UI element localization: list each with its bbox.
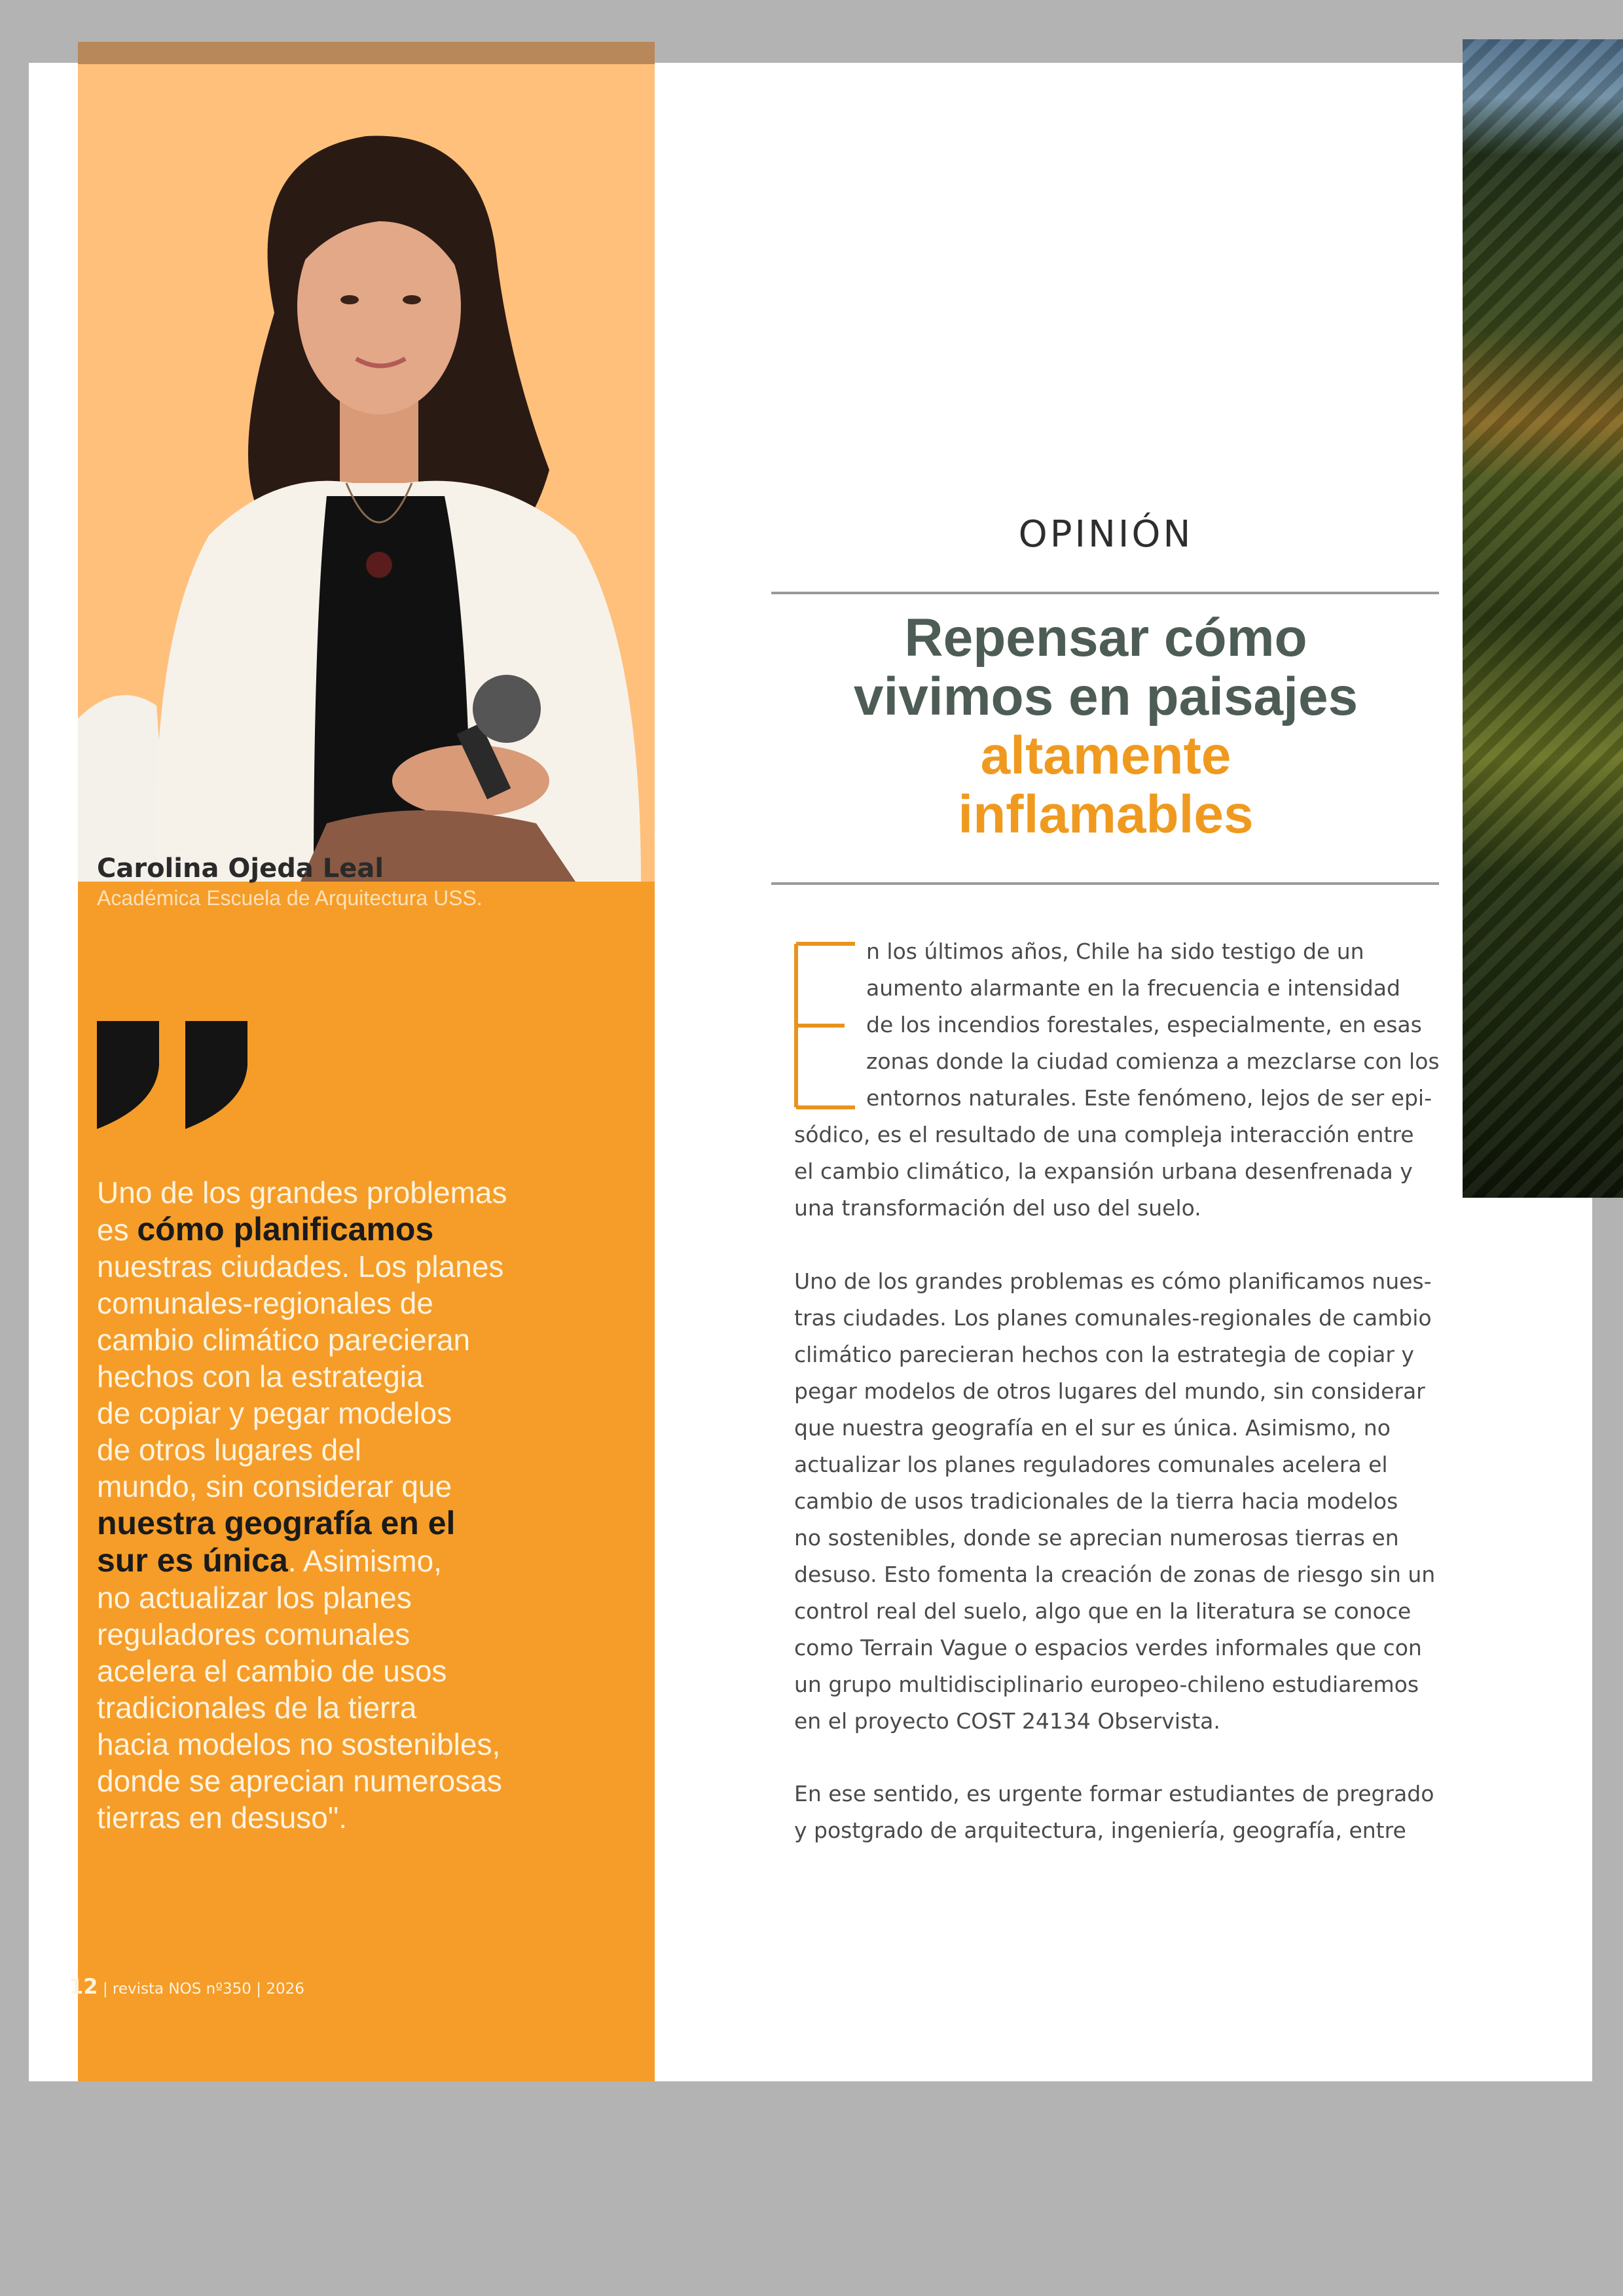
column-top-bar: [78, 42, 655, 64]
article-headline: [773, 609, 1439, 844]
body-line: en el proyecto COST 24134 Observista.: [794, 1708, 1220, 1734]
pull-quote-text: . Asimismo,: [287, 1544, 442, 1578]
author-portrait: [78, 64, 655, 882]
pull-quote-line: donde se aprecian numerosas: [97, 1764, 502, 1798]
pull-quote-line: comunales-regionales de: [97, 1286, 433, 1320]
pull-quote-emphasis: nuestra geografía en el: [97, 1505, 456, 1541]
pull-quote-emphasis: sur es única: [97, 1542, 288, 1579]
page-folio: [69, 1974, 304, 1999]
body-line: pegar modelos de otros lugares del mundo, sin considerar: [794, 1378, 1425, 1404]
body-line: cambio de usos tradicionales de la tierra hacia modelos: [794, 1488, 1398, 1514]
pull-quote-line: hechos con la estrategia: [97, 1359, 424, 1393]
pull-quote-line: [97, 1211, 555, 1248]
pull-quote-line: acelera el cambio de usos: [97, 1654, 447, 1688]
headline-accent-line: inflamables: [958, 785, 1254, 844]
pull-quote: [97, 1174, 555, 1836]
pull-quote-line: [97, 1542, 555, 1579]
body-line: tras ciudades. Los planes comunales-regionales de cambio: [794, 1305, 1432, 1331]
folio-text: | revista NOS nº350 | 2026: [98, 1981, 304, 1998]
portrait-illustration: [78, 64, 655, 882]
bottom-rule: [771, 882, 1439, 885]
forest-photo-strip: [1463, 39, 1623, 1198]
headline-line: Repensar cómo: [904, 608, 1307, 668]
pull-quote-line: de copiar y pegar modelos: [97, 1396, 452, 1430]
headline-line: vivimos en paisajes: [853, 667, 1359, 726]
pull-quote-line: mundo, sin considerar que: [97, 1469, 452, 1503]
author-caption: [97, 852, 568, 911]
body-line: zonas donde la ciudad comienza a mezclarse con los: [866, 1049, 1440, 1074]
pull-quote-emphasis: cómo planificamos: [137, 1211, 434, 1247]
pull-quote-line: hacia modelos no sostenibles,: [97, 1727, 501, 1761]
author-name: Carolina Ojeda Leal: [97, 853, 384, 884]
body-line: el cambio climático, la expansión urbana desenfrenada y: [794, 1158, 1413, 1184]
body-line: y postgrado de arquitectura, ingeniería, geografía, entre: [794, 1818, 1406, 1843]
body-line: En ese sentido, es urgente formar estudiantes de pregrado: [794, 1781, 1434, 1806]
pull-quote-line: Uno de los grandes problemas: [97, 1175, 507, 1210]
body-line: control real del suelo, algo que en la literatura se conoce: [794, 1598, 1412, 1624]
pull-quote-line: reguladores comunales: [97, 1617, 410, 1651]
headline-accent-line: altamente: [980, 726, 1231, 785]
body-line: no sostenibles, donde se aprecian numerosas tierras en: [794, 1525, 1399, 1551]
body-paragraph-1: [794, 933, 1440, 1227]
pull-quote-line: de otros lugares del: [97, 1433, 362, 1467]
body-line: aumento alarmante en la frecuencia e intensidad: [866, 975, 1400, 1001]
body-line: n los últimos años, Chile ha sido testigo de un: [866, 939, 1364, 964]
pull-quote-line: nuestras ciudades. Los planes: [97, 1249, 504, 1283]
body-line: un grupo multidisciplinario europeo-chileno estudiaremos: [794, 1672, 1419, 1697]
pull-quote-line: no actualizar los planes: [97, 1581, 412, 1615]
body-line: sódico, es el resultado de una compleja interacción entre: [794, 1122, 1414, 1147]
body-line: de los incendios forestales, especialmente, en esas: [866, 1012, 1422, 1037]
body-line: que nuestra geografía en el sur es única. Asimismo, no: [794, 1415, 1391, 1441]
pull-quote-line: tradicionales de la tierra: [97, 1691, 417, 1725]
top-rule: [771, 592, 1439, 594]
body-paragraph-2: [794, 1263, 1436, 1740]
body-line: Uno de los grandes problemas es cómo planificamos nues-: [794, 1268, 1432, 1294]
pull-quote-text: es: [97, 1213, 137, 1247]
body-line: como Terrain Vague o espacios verdes informales que con: [794, 1635, 1422, 1660]
author-role: Académica Escuela de Arquitectura USS.: [97, 886, 483, 910]
body-line: desuso. Esto fomenta la creación de zonas de riesgo sin un: [794, 1562, 1436, 1587]
pull-quote-line: tierras en desuso".: [97, 1801, 347, 1835]
quote-mark-icon: [97, 1021, 254, 1135]
pull-quote-line: cambio climático parecieran: [97, 1323, 471, 1357]
body-line: una transformación del uso del suelo.: [794, 1195, 1201, 1221]
body-line: climático parecieran hechos con la estrategia de copiar y: [794, 1342, 1414, 1367]
page-number: 12: [69, 1974, 98, 1999]
body-line: actualizar los planes reguladores comunales acelera el: [794, 1452, 1388, 1477]
pull-quote-line: [97, 1505, 555, 1542]
section-label: OPINIÓN: [1018, 513, 1194, 556]
body-line: entornos naturales. Este fenómeno, lejos de ser epi-: [866, 1085, 1432, 1111]
body-paragraph-3: [794, 1776, 1434, 1849]
